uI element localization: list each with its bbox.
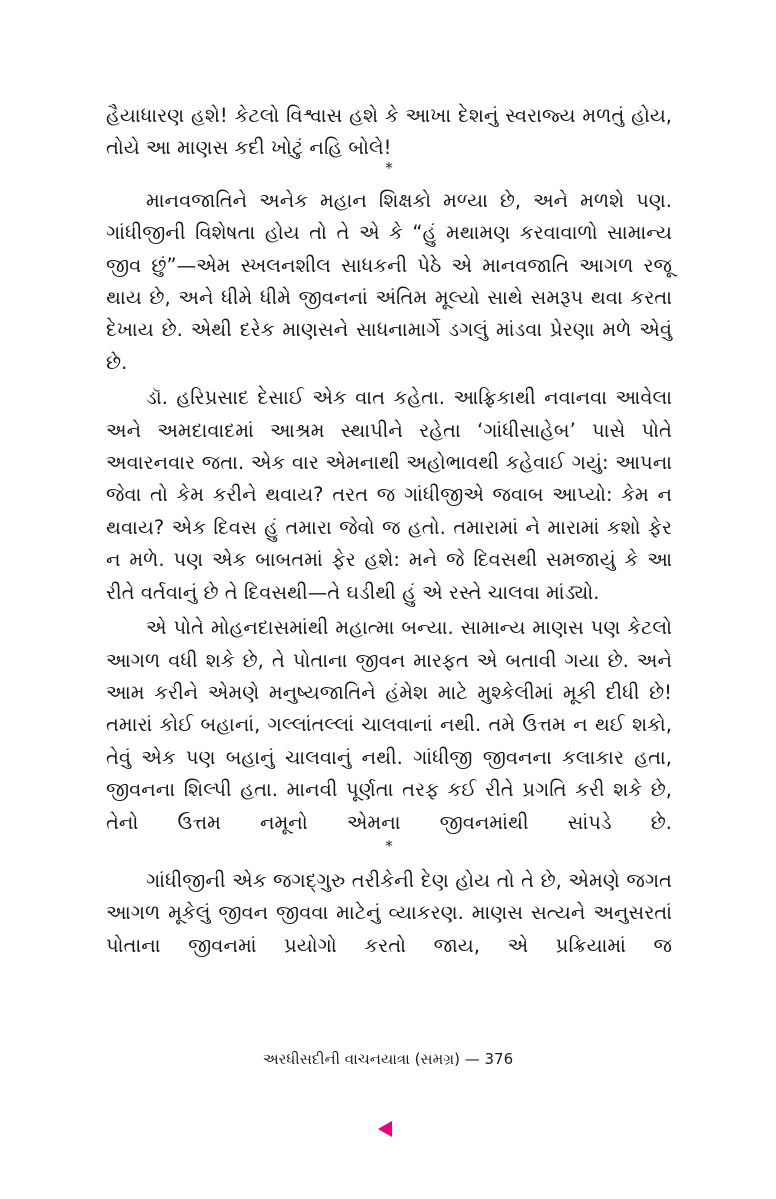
paragraph-5: ગાંધીજીની એક જગદ્ગુરુ તરીકેની દેણ હોય તો તે છે, એમણે જગત આગળ મૂકેલું જીવન જીવવા માટેનું વ્યાકરણ. માણસ સત્યને અનુસરતાં પોતાના જીવનમાં પ્રયોગો કરતો જાય, એ પ્રક્રિયામાં જ	[106, 868, 672, 957]
paragraph-1: હૈયાધારણ હશે! કેટલો વિશ્વાસ હશે કે આખા દેશનું સ્વરાજ્ય મળતું હોય, તોયે આ માણસ કદી ખોટું નહિ બોલે!	[106, 104, 672, 160]
paragraph-2: માનવજાતિને અનેક મહાન શિક્ષકો મળ્યા છે, અને મળશે પણ. ગાંધીજીની વિશેષતા હોય તો તે એ કે “હું મથામણ કરવાવાળો સામાન્ય જીવ છું”—એમ સ્ખલનશીલ સાધકની પેઠે એ માનવજાતિ આગળ રજૂ થાય છે, અને ધીમે ધીમે જીવનનાં અંતિમ મૂલ્યો સાથે સમરૂપ થવા કરતા દેખાય છે. એથી દરેક માણસને સાધનામાર્ગે ડગલું માંડવા પ્રેરણા મળે એવું છે.	[106, 188, 672, 374]
section-separator: *	[385, 836, 393, 855]
page-body	[106, 100, 672, 962]
previous-page-arrow-icon[interactable]	[378, 1121, 392, 1137]
paragraph-4: એ પોતે મોહનદાસમાંથી મહાત્મા બન્યા. સામાન્ય માણસ પણ કેટલો આગળ વધી શકે છે, તે પોતાના જીવન મારફત એ બતાવી ગયા છે. અને આમ કરીને એમણે મનુષ્યજાતિને હંમેશ માટે મુશ્કેલીમાં મૂકી દીધી છે! તમારાં કોઈ બહાનાં, ગલ્લાંતલ્લાં ચાલવાનાં નથી. તમે ઉત્તમ ન થઈ શકો, તેવું એક પણ બહાનું ચાલવાનું નથી. ગાંધીજી જીવનના કલાકાર હતા, જીવનના શિલ્પી હતા. માનવી પૂર્ણતા તરફ કઈ રીતે પ્રગતિ કરી શકે છે, તેનો ઉત્તમ નમૂનો એમના જીવનમાંથી સાંપડે છે.	[106, 616, 672, 834]
section-separator: *	[385, 158, 393, 177]
page-footer: અરધીસદીની વાચનયાત્રા (સમગ્ર) — 376	[262, 1050, 514, 1068]
paragraph-3: ડૉ. હરિપ્રસાદ દેસાઈ એક વાત કહેતા. આફ્રિકાથી નવાનવા આવેલા અને અમદાવાદમાં આશ્રમ સ્થાપીને રહેતા ‘ગાંધીસાહેબ’ પાસે પોતે અવારનવાર જતા. એક વાર એમનાથી અહોભાવથી કહેવાઈ ગયું: આપના જેવા તો કેમ કરીને થવાય? તરત જ ગાંધીજીએ જવાબ આપ્યો: કેમ ન થવાય? એક દિવસ હું તમારા જેવો જ હતો. તમારામાં ને મારામાં કશો ફેર ન મળે. પણ એક બાબતમાં ફેર હશે: મને જે દિવસથી સમજાયું કે આ રીતે વર્તવાનું છે તે દિવસથી—તે ઘડીથી હું એ રસ્તે ચાલવા માંડ્યો.	[106, 386, 672, 604]
